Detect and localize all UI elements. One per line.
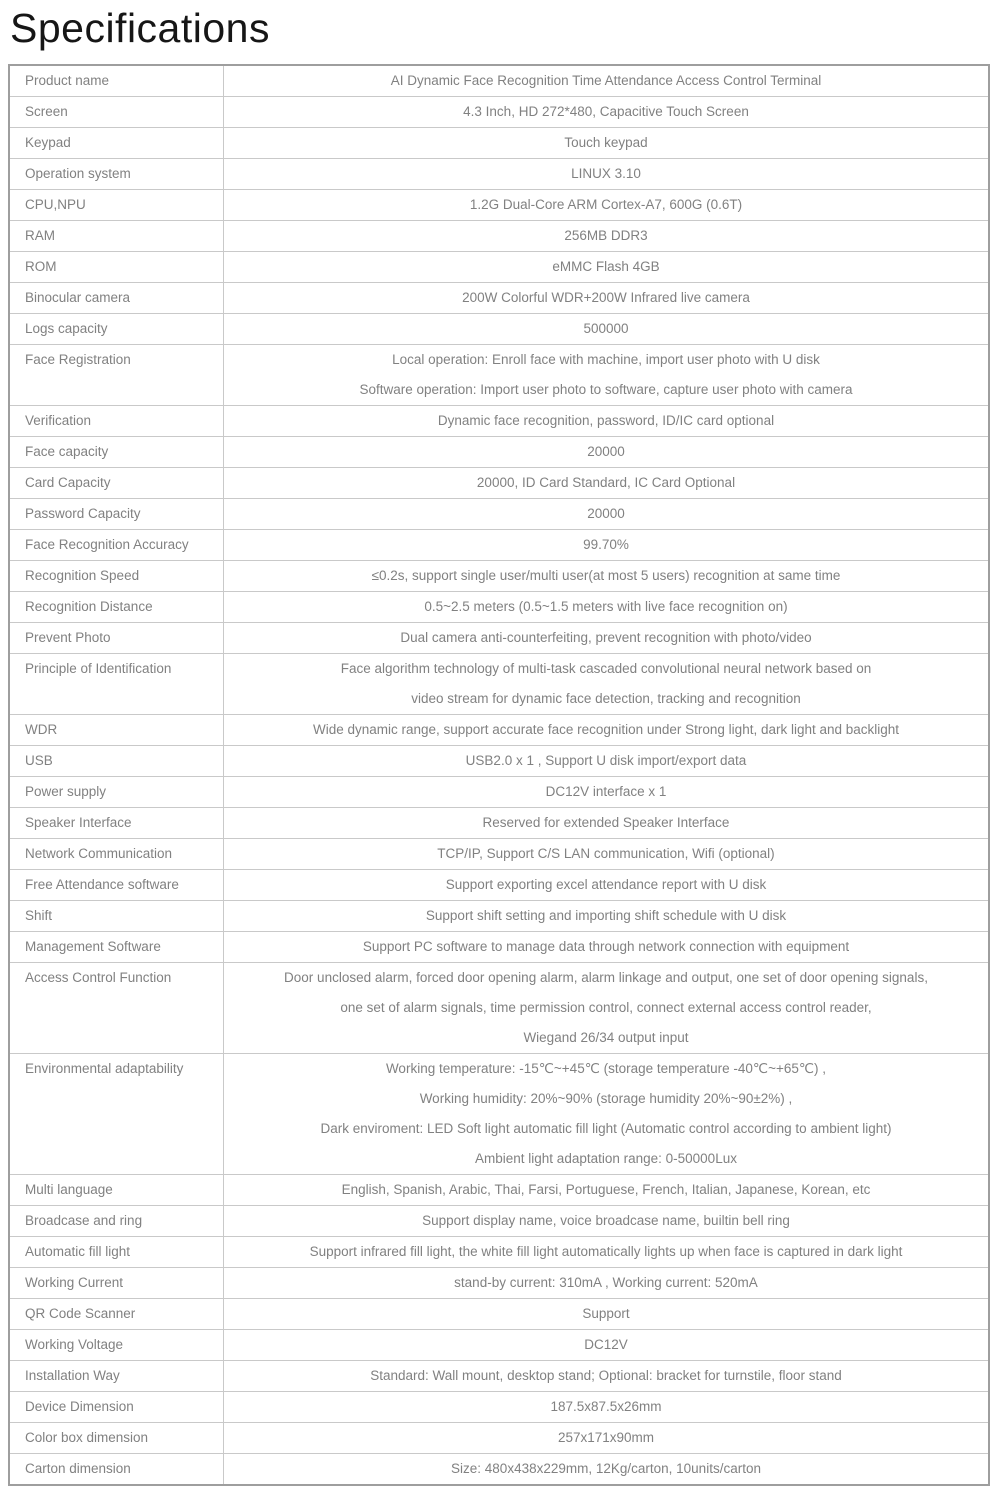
spec-value-line: TCP/IP, Support C/S LAN communication, Wifi (optional) [437, 846, 775, 861]
spec-value [224, 252, 988, 282]
spec-value-line: 256MB DDR3 [564, 228, 648, 243]
table-row [10, 931, 988, 962]
spec-value [224, 468, 988, 498]
spec-value [224, 159, 988, 189]
table-row [10, 1205, 988, 1236]
spec-label: Card Capacity [10, 468, 224, 498]
spec-value-line: 20000, ID Card Standard, IC Card Optional [476, 475, 736, 490]
spec-value [224, 561, 988, 591]
spec-value-line: Door unclosed alarm, forced door opening alarm, alarm linkage and output, one set of door opening signals, [284, 970, 928, 985]
spec-value-line: one set of alarm signals, time permission control, connect external access control reader, [340, 1000, 872, 1015]
table-row [10, 1267, 988, 1298]
table-row [10, 220, 988, 251]
spec-label: Working Current [10, 1268, 224, 1298]
spec-value-line: Working humidity: 20%~90% (storage humidity 20%~90±2%) , [419, 1091, 793, 1106]
table-row [10, 96, 988, 127]
spec-label: Speaker Interface [10, 808, 224, 838]
spec-value-line: DC12V interface x 1 [545, 784, 667, 799]
table-row [10, 869, 988, 900]
spec-label: QR Code Scanner [10, 1299, 224, 1329]
spec-value-line: 257x171x90mm [557, 1430, 655, 1445]
spec-value [224, 283, 988, 313]
spec-label: ROM [10, 252, 224, 282]
spec-label: Prevent Photo [10, 623, 224, 653]
spec-value-line: Support PC software to manage data through network connection with equipment [362, 939, 850, 954]
spec-label: Network Communication [10, 839, 224, 869]
spec-value-line: Ambient light adaptation range: 0-50000Lux [475, 1151, 737, 1166]
spec-label: Face Recognition Accuracy [10, 530, 224, 560]
spec-value-line: Working temperature: -15℃~+45℃ (storage temperature -40℃~+65℃) , [385, 1061, 827, 1076]
spec-value-line: 500000 [583, 321, 629, 336]
spec-value [224, 932, 988, 962]
table-row [10, 1053, 988, 1174]
spec-label: Power supply [10, 777, 224, 807]
spec-value [224, 623, 988, 653]
table-row [10, 1329, 988, 1360]
spec-label: Environmental adaptability [10, 1054, 224, 1174]
spec-value [224, 406, 988, 436]
spec-label: Keypad [10, 128, 224, 158]
spec-table [8, 64, 990, 1486]
table-row [10, 776, 988, 807]
table-row [10, 962, 988, 1053]
spec-value-line: Software operation: Import user photo to software, capture user photo with camera [359, 382, 853, 397]
spec-value [224, 808, 988, 838]
spec-value-line: LINUX 3.10 [571, 166, 641, 181]
spec-value [224, 314, 988, 344]
table-row [10, 282, 988, 313]
spec-value [224, 592, 988, 622]
table-row [10, 591, 988, 622]
spec-value [224, 746, 988, 776]
spec-value [224, 1054, 988, 1174]
spec-value-line: video stream for dynamic face detection, tracking and recognition [411, 691, 801, 706]
spec-value [224, 221, 988, 251]
table-row [10, 1174, 988, 1205]
table-row [10, 436, 988, 467]
spec-label: Installation Way [10, 1361, 224, 1391]
spec-value-line: eMMC Flash 4GB [552, 259, 660, 274]
spec-value-line: stand-by current: 310mA , Working current: 520mA [454, 1275, 758, 1290]
spec-label: Operation system [10, 159, 224, 189]
table-row [10, 1360, 988, 1391]
spec-value-line: Local operation: Enroll face with machine, import user photo with U disk [392, 352, 820, 367]
spec-value-line: Support [582, 1306, 630, 1321]
spec-value-line: 99.70% [583, 537, 629, 552]
table-row [10, 127, 988, 158]
spec-value-line: Wide dynamic range, support accurate face recognition under Strong light, dark light and backlight [312, 722, 900, 737]
spec-label: Carton dimension [10, 1454, 224, 1484]
table-row [10, 714, 988, 745]
spec-value-line: Dark enviroment: LED Soft light automatic fill light (Automatic control according to ambient light) [320, 1121, 892, 1136]
table-row [10, 807, 988, 838]
table-row [10, 653, 988, 714]
spec-value [224, 1299, 988, 1329]
spec-label: Face capacity [10, 437, 224, 467]
spec-value-line: 1.2G Dual-Core ARM Cortex-A7, 600G (0.6T) [469, 197, 743, 212]
table-row [10, 189, 988, 220]
spec-value-line: English, Spanish, Arabic, Thai, Farsi, Portuguese, French, Italian, Japanese, Korean, etc [341, 1182, 871, 1197]
spec-label: WDR [10, 715, 224, 745]
table-row [10, 66, 988, 96]
table-row [10, 405, 988, 436]
spec-value [224, 1392, 988, 1422]
spec-label: Recognition Speed [10, 561, 224, 591]
spec-label: Recognition Distance [10, 592, 224, 622]
table-row [10, 1391, 988, 1422]
table-row [10, 560, 988, 591]
spec-value-line: Wiegand 26/34 output input [523, 1030, 689, 1045]
table-row [10, 498, 988, 529]
spec-value [224, 66, 988, 96]
spec-value [224, 1206, 988, 1236]
spec-value-line: AI Dynamic Face Recognition Time Attendance Access Control Terminal [390, 73, 822, 88]
spec-value-line: 187.5x87.5x26mm [550, 1399, 662, 1414]
spec-value-line: Support infrared fill light, the white fill light automatically lights up when face is captured in dark light [309, 1244, 903, 1259]
spec-label: Screen [10, 97, 224, 127]
spec-value [224, 345, 988, 405]
spec-value-line: Touch keypad [564, 135, 648, 150]
spec-value [224, 1361, 988, 1391]
spec-value [224, 839, 988, 869]
page-title: Specifications [10, 5, 270, 51]
spec-value [224, 97, 988, 127]
spec-value [224, 715, 988, 745]
spec-value [224, 1237, 988, 1267]
spec-value [224, 499, 988, 529]
spec-value [224, 437, 988, 467]
spec-label: Working Voltage [10, 1330, 224, 1360]
spec-value-line: Size: 480x438x229mm, 12Kg/carton, 10units/carton [451, 1461, 761, 1476]
spec-value [224, 901, 988, 931]
spec-label: Device Dimension [10, 1392, 224, 1422]
spec-label: Free Attendance software [10, 870, 224, 900]
spec-value-line: Support display name, voice broadcase name, builtin bell ring [422, 1213, 790, 1228]
spec-value-line: Support shift setting and importing shift schedule with U disk [425, 908, 787, 923]
table-row [10, 344, 988, 405]
spec-label: CPU,NPU [10, 190, 224, 220]
spec-value [224, 1330, 988, 1360]
table-row [10, 838, 988, 869]
spec-value-line: USB2.0 x 1 , Support U disk import/export data [465, 753, 747, 768]
table-row [10, 529, 988, 560]
spec-value [224, 1423, 988, 1453]
spec-value [224, 190, 988, 220]
spec-label: Access Control Function [10, 963, 224, 1053]
spec-value [224, 530, 988, 560]
table-row [10, 1298, 988, 1329]
spec-value-line: 0.5~2.5 meters (0.5~1.5 meters with live face recognition on) [424, 599, 788, 614]
spec-label: Shift [10, 901, 224, 931]
spec-value-line: Reserved for extended Speaker Interface [482, 815, 730, 830]
spec-value [224, 1175, 988, 1205]
spec-value [224, 654, 988, 714]
spec-value-line: ≤0.2s, support single user/multi user(at most 5 users) recognition at same time [371, 568, 841, 583]
table-row [10, 900, 988, 931]
spec-value-line: Dual camera anti-counterfeiting, prevent recognition with photo/video [400, 630, 812, 645]
spec-label: Password Capacity [10, 499, 224, 529]
spec-value-line: 4.3 Inch, HD 272*480, Capacitive Touch Screen [463, 104, 749, 119]
spec-value [224, 1268, 988, 1298]
spec-value-line: Support exporting excel attendance report with U disk [445, 877, 767, 892]
spec-label: Verification [10, 406, 224, 436]
table-row [10, 1453, 988, 1484]
table-row [10, 622, 988, 653]
spec-label: Automatic fill light [10, 1237, 224, 1267]
table-row [10, 745, 988, 776]
table-row [10, 1236, 988, 1267]
spec-label: USB [10, 746, 224, 776]
spec-value-line: DC12V [584, 1337, 628, 1352]
spec-value-line: 20000 [587, 444, 625, 459]
spec-label: Broadcase and ring [10, 1206, 224, 1236]
spec-label: Face Registration [10, 345, 224, 405]
table-row [10, 158, 988, 189]
table-row [10, 1422, 988, 1453]
spec-value [224, 777, 988, 807]
table-row [10, 251, 988, 282]
table-row [10, 313, 988, 344]
spec-label: Management Software [10, 932, 224, 962]
spec-label: Multi language [10, 1175, 224, 1205]
spec-value [224, 128, 988, 158]
spec-label: Color box dimension [10, 1423, 224, 1453]
table-row [10, 467, 988, 498]
spec-value-line: 20000 [587, 506, 625, 521]
spec-value-line: Standard: Wall mount, desktop stand; Optional: bracket for turnstile, floor stand [370, 1368, 842, 1383]
spec-label: Product name [10, 66, 224, 96]
spec-value [224, 870, 988, 900]
spec-value-line: Dynamic face recognition, password, ID/IC card optional [437, 413, 775, 428]
spec-label: RAM [10, 221, 224, 251]
spec-label: Principle of Identification [10, 654, 224, 714]
spec-value [224, 963, 988, 1053]
spec-value-line: 200W Colorful WDR+200W Infrared live camera [462, 290, 750, 305]
spec-label: Logs capacity [10, 314, 224, 344]
spec-value [224, 1454, 988, 1484]
spec-label: Binocular camera [10, 283, 224, 313]
spec-value-line: Face algorithm technology of multi-task cascaded convolutional neural network based on [340, 661, 872, 676]
